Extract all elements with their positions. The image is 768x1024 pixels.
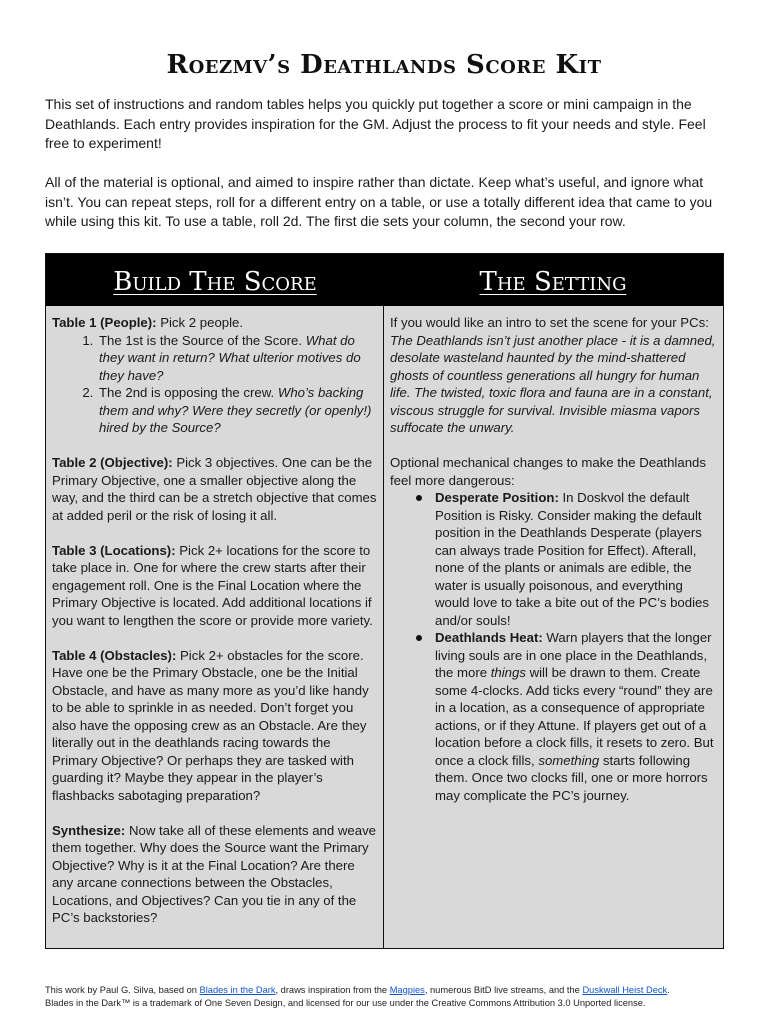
synthesize-paragraph: Synthesize: Now take all of these elements and weave them together. Why does the Source want the Primary Objective? Why is it at the Final Location? Are there any arcane connections between the Obstacles, Locations, and Objectives? Can you tie in any of the PC’s backstories? <box>52 822 377 925</box>
list-item: 1. The 1st is the Source of the Score. What do they want in return? What ulterior motives do they have? <box>97 332 378 385</box>
build-score-heading: Build The Score <box>113 267 317 297</box>
intro-paragraph-2: All of the material is optional, and aimed to inspire rather than dictate. Keep what’s useful, and ignore what isn’t. You can repeat steps, roll for a different entry on a table, or use a totally different idea that came to you while using this kit. To use a table, roll 2d. The first die sets your column, the second your row. <box>45 174 713 229</box>
deathlands-heat-label: Deathlands Heat: <box>435 630 543 645</box>
build-score-column <box>46 306 384 948</box>
setting-quote: The Deathlands isn’t just another place - it is a damned, desolate wasteland haunted by the mind-shattered ghosts of countless generations all hungry for human life. The twisted, toxic flora and fauna are in a constant, viscous struggle for survival. Invisible miasma vapors suffocate the unwary. <box>390 332 716 435</box>
mechanics-intro: Optional mechanical changes to make the Deathlands feel more dangerous: <box>390 455 706 488</box>
magpies-link[interactable]: Magpies <box>389 985 425 995</box>
table-2-paragraph: Table 2 (Objective): Pick 3 objectives. One can be the Primary Objective, one a smaller objective along the way, and the third can be a stretch objective that comes at added peril or the risk of losing it all. <box>52 455 377 523</box>
desperate-position-label: Desperate Position: <box>435 490 559 505</box>
credits-line: This work by Paul G. Silva, based on Blades in the Dark, draws inspiration from the Magpies, numerous BitD live streams, and the Duskwall Heist Deck. <box>45 985 670 995</box>
setting-column <box>384 306 723 948</box>
setting-intro: If you would like an intro to set the scene for your PCs: <box>390 315 709 330</box>
footer-credits <box>45 984 735 1010</box>
people-list <box>52 332 378 437</box>
table-4-label: Table 4 (Obstacles): <box>52 647 177 663</box>
list-item: 2. The 2nd is opposing the crew. Who’s backing them and why? Were they secretly (or openly!) hired by the Source? <box>97 384 378 437</box>
intro-paragraph: This set of instructions and random tables helps you quickly put together a score or mini campaign in the Deathlands. Each entry provides inspiration for the GM. Adjust the process to fit your needs and style. Feel free to experiment! <box>45 96 706 151</box>
trademark-line: Blades in the Dark™ is a trademark of One Seven Design, and licensed for our use under the Creative Commons Attribution 3.0 Unported license. <box>45 998 646 1008</box>
list-item: Deathlands Heat: Warn players that the longer living souls are in one place in the Deathlands, the more things will be drawn to them. Create some 4-clocks. Add ticks every “round” they are in a location, as a consequence of appropriate actions, or if they Attune. If players get out of a location before a clock fills, it resets to zero. But once a clock fills, something starts following them. Once two clocks fill, one or more horrors may complicate the PC’s journey. <box>435 629 718 804</box>
blades-in-the-dark-link[interactable]: Blades in the Dark <box>199 985 276 995</box>
table-2-label: Table 2 (Objective): <box>52 455 173 470</box>
page-title: Roezmv’s Deathlands Score Kit <box>166 50 602 80</box>
table-1-intro: Table 1 (People): Pick 2 people. <box>52 315 244 330</box>
duskwall-heist-deck-link[interactable]: Duskwall Heist Deck <box>582 985 668 995</box>
mechanics-list <box>390 489 718 804</box>
table-header <box>46 254 723 306</box>
table-3-paragraph: Table 3 (Locations): Pick 2+ locations for the score to take place in. One for where the crew starts after their engagement roll. One is the Final Location where the Primary Objective is located. Add additional locations if you want to lengthen the score or provide more variety. <box>52 542 373 628</box>
table-3-label: Table 3 (Locations): <box>52 542 176 558</box>
table-1-label: Table 1 (People): <box>52 315 157 330</box>
setting-heading: The Setting <box>479 267 627 297</box>
score-kit-table <box>45 253 724 949</box>
synthesize-label: Synthesize: <box>52 822 126 838</box>
list-item: Desperate Position: In Doskvol the default Position is Risky. Consider making the default position in the Deathlands Desperate (players can always trade Position for Effect). Afterall, none of the plants or animals are edible, the water is usually poisonous, and everything would love to take a bite out of the PC’s bodies and/or souls! <box>435 489 718 629</box>
table-4-paragraph: Table 4 (Obstacles): Pick 2+ obstacles for the score. Have one be the Primary Obstacle, one be the Initial Obstacle, and have as many more as you’d like handy to be able to sprinkle in as needed. Don’t forget you also have the opposing crew as an Obstacle. Are they literally out in the deathlands racing towards the Primary Objective? Or perhaps they are tasked with guarding it? Maybe they appear in the player’s flashbacks sabotaging preparation? <box>52 647 369 803</box>
